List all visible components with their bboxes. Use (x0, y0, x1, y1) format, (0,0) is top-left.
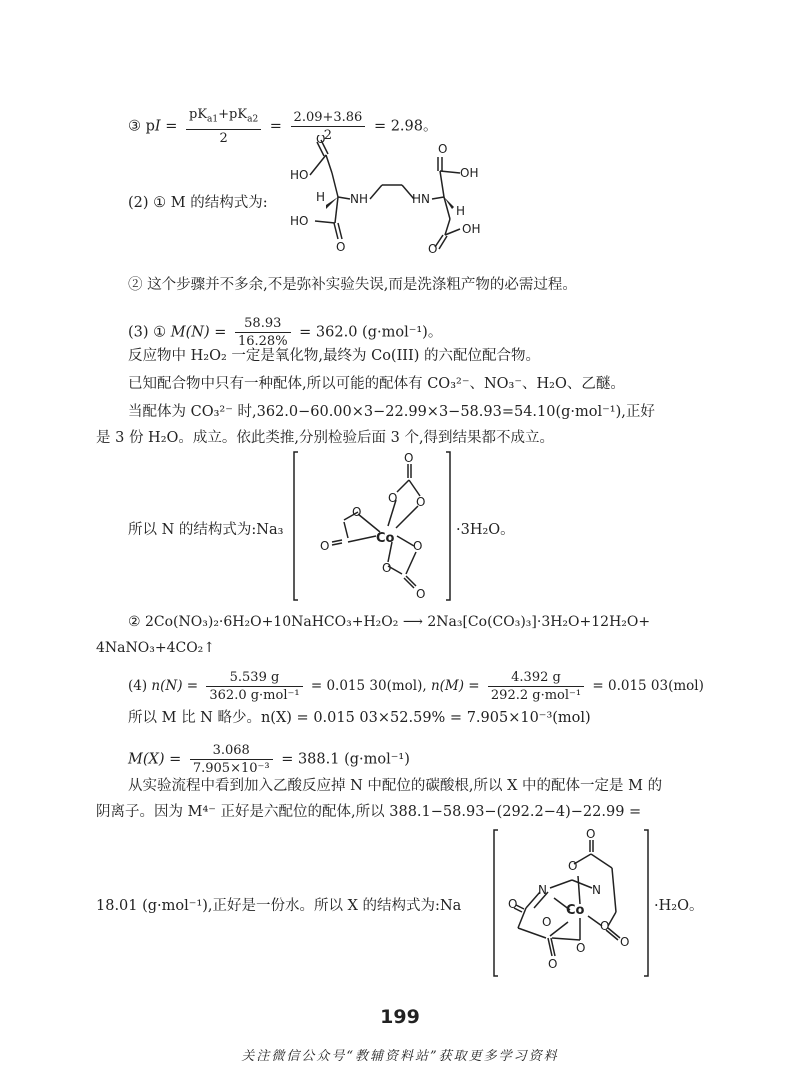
n-struct-suffix: ·3H₂O。 (456, 522, 515, 538)
x-atom-o7: O (620, 935, 630, 949)
pI-frac1-den: 2 (219, 130, 228, 146)
q3-para3a: 当配体为 CO₃²⁻ 时,362.0−60.00×3−22.99×3−58.93=54.10(g·mol⁻¹),正好 (128, 404, 655, 420)
pka2-sub: a2 (247, 114, 259, 125)
q4-para-a: 从实验流程中看到加入乙酸反应掉 N 中配位的碳酸根,所以 X 中的配体一定是 M 的 (128, 778, 663, 794)
n-atom-co: Co (376, 531, 395, 546)
q3-result: = 362.0 (g·mol⁻¹)。 (299, 324, 443, 341)
q3-lhs: M(N) = (170, 324, 227, 341)
pI-fraction-1 (186, 106, 261, 147)
struct-label-ho-bottom: HO (290, 214, 309, 228)
n-atom-o3: O (416, 495, 426, 509)
x-atom-o4: O (542, 915, 552, 929)
q4-para-c: 18.01 (g·mol⁻¹),正好是一份水。所以 X 的结构式为:Na (96, 898, 462, 914)
q4-line2: 所以 M 比 N 略少。n(X) = 0.015 03×52.59% = 7.905×10⁻³(mol) (128, 710, 591, 726)
pI-result: = 2.98。 (373, 118, 438, 135)
x-atom-o3: O (508, 897, 518, 911)
n-atom-o5: O (320, 539, 330, 553)
q4-MX-equation (128, 742, 410, 777)
pka1-sub: a1 (207, 114, 219, 125)
q3-mn-equation (128, 315, 442, 350)
x-atom-o8: O (548, 957, 558, 971)
q4-label: (4) (128, 678, 152, 694)
nM-num: 4.392 g (488, 669, 584, 687)
struct-label-o-bottom: O (336, 240, 346, 254)
MX-num: 3.068 (190, 742, 273, 760)
x-atom-n1: N (538, 883, 547, 897)
nN-result: = 0.015 30(mol), (310, 678, 427, 694)
n-atom-o7: O (382, 561, 392, 575)
pI-var: I (154, 118, 161, 135)
q3-para3b: 是 3 份 H₂O。成立。依此类推,分别检验后面 3 个,得到结果都不成立。 (96, 430, 555, 446)
nN-lhs: n(N) = (151, 678, 199, 694)
n-atom-o6: O (413, 539, 423, 553)
nM-lhs: n(M) = (430, 678, 480, 694)
n-struct-label: 所以 N 的结构式为:Na₃ (128, 522, 284, 538)
struct-label-nh: NH (350, 192, 368, 206)
q2-label: (2) ① M 的结构式为: (128, 195, 268, 211)
struct-label-o-top: O (316, 135, 326, 146)
pI-frac2-num: 2.09+3.86 (291, 109, 366, 127)
x-atom-o6: O (576, 941, 586, 955)
q3-num: 58.93 (235, 315, 291, 333)
struct-label-o-right: O (438, 142, 448, 156)
x-atom-o5: O (600, 919, 610, 933)
nN-fraction (206, 669, 302, 704)
nM-fraction (488, 669, 584, 704)
MX-fraction (190, 742, 273, 777)
reaction-line1: ② 2Co(NO₃)₂·6H₂O+10NaHCO₃+H₂O₂ ⟶ 2Na₃[Co(CO₃)₃]·3H₂O+12H₂O+ (128, 614, 651, 630)
q3-para1: 反应物中 H₂O₂ 一定是氧化物,最终为 Co(III) 的六配位配合物。 (128, 348, 541, 364)
struct-label-o-bottom-right: O (428, 242, 438, 255)
nN-den: 362.0 g·mol⁻¹ (209, 688, 300, 703)
x-struct-suffix: ·H₂O。 (654, 898, 704, 914)
n-structure-diagram (292, 450, 452, 602)
nN-num: 5.539 g (206, 669, 302, 687)
pka1-text: pK (189, 107, 208, 122)
n-atom-o2: O (388, 491, 398, 505)
reaction-line2: 4NaNO₃+4CO₂↑ (96, 640, 216, 656)
footer-note: 关注微信公众号“教辅资料站”获取更多学习资料 (241, 1049, 559, 1064)
q3-fraction (235, 315, 291, 350)
n-atom-o1: O (404, 451, 414, 465)
nM-result: = 0.015 03(mol) (592, 678, 704, 694)
x-atom-o1: O (586, 828, 596, 841)
struct-label-h-left: H (316, 190, 326, 204)
q4-n-equations (128, 669, 704, 704)
pI-eq: = (165, 118, 178, 135)
q3-label: (3) ① (128, 324, 171, 341)
pI-label: ③ p (128, 118, 155, 135)
q3-den: 16.28% (237, 334, 288, 349)
n-atom-o8: O (416, 587, 426, 601)
pI-equation: ③ pI = $\frac{pK_{a1}+pK_{a2}}{2}$ = $\frac{2.09+3.86}{2}$ = 2.98。 (128, 107, 438, 146)
pka2-text: +pK (218, 107, 248, 122)
q4-para-b: 阴离子。因为 M⁴⁻ 正好是六配位的配体,所以 388.1−58.93−(292.2−4)−22.99 = (96, 804, 642, 820)
struct-label-h-right: H (456, 204, 466, 218)
n-atom-o4: O (352, 505, 362, 519)
q2-note: ② 这个步骤并不多余,不是弥补实验失误,而是洗涤粗产物的必需过程。 (128, 277, 577, 293)
x-atom-co: Co (566, 903, 585, 918)
page-number: 199 (380, 1006, 420, 1028)
x-atom-n2: N (592, 883, 601, 897)
nM-den: 292.2 g·mol⁻¹ (490, 688, 582, 703)
q3-para2: 已知配合物中只有一种配体,所以可能的配体有 CO₃²⁻、NO₃⁻、H₂O、乙醚。 (128, 376, 625, 392)
struct-label-hn: HN (412, 192, 430, 206)
x-structure-diagram (492, 828, 652, 978)
pI-frac2-den: 2 (323, 127, 333, 143)
m-structure-diagram (280, 135, 500, 255)
struct-label-oh-bottom: OH (462, 222, 481, 236)
x-atom-o2: O (568, 859, 578, 873)
MX-den: 7.905×10⁻³ (192, 761, 270, 776)
MX-result: = 388.1 (g·mol⁻¹) (281, 751, 410, 768)
MX-lhs: M(X) = (128, 751, 182, 768)
struct-label-oh-right: OH (460, 166, 479, 180)
struct-label-ho-top: HO (290, 168, 309, 182)
